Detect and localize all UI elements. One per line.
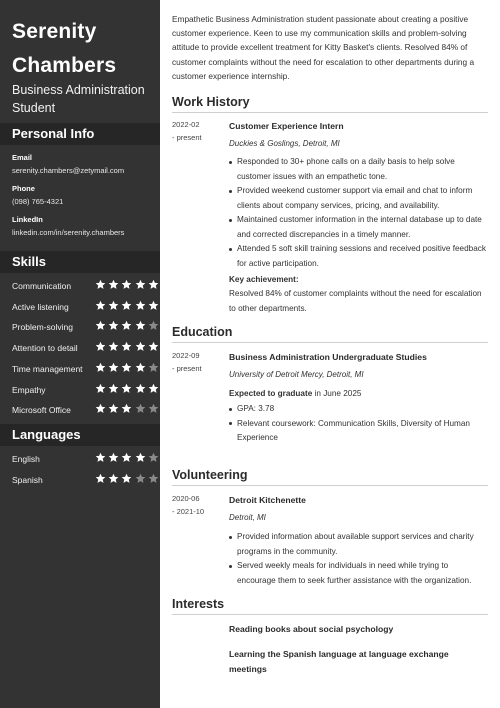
star-filled-icon (121, 452, 132, 463)
language-rating (95, 473, 161, 487)
star-filled-icon (95, 473, 106, 484)
skill-name: Attention to detail (12, 343, 78, 354)
list-item: Provided weekend customer support via email and chat to inform clients about company services, pricing, and availability. (229, 184, 489, 213)
list-item: Relevant coursework: Communication Skills, Diversity of Human Experience (229, 417, 489, 446)
education-degree: Business Administration Undergraduate Studies (229, 352, 427, 362)
education-bullets (229, 402, 489, 446)
interests-heading: Interests (172, 597, 488, 615)
volunteering-bullets (229, 530, 489, 588)
skill-row (12, 383, 152, 397)
skill-row (12, 362, 152, 376)
star-filled-icon (108, 279, 119, 290)
star-filled-icon (108, 452, 119, 463)
volunteering-date (172, 493, 222, 518)
work-date (172, 119, 222, 144)
star-filled-icon (95, 403, 106, 414)
star-filled-icon (135, 279, 146, 290)
key-achievement-text: Resolved 84% of customer complaints without the need for escalation to other departments. (229, 289, 482, 313)
volunteering-org: Detroit Kitchenette (229, 495, 306, 505)
language-rating (95, 452, 161, 466)
language-row (12, 473, 152, 487)
phone-label: Phone (12, 184, 35, 193)
email-label: Email (12, 153, 33, 162)
list-item: Served weekly meals for individuals in need while trying to encourage them to seek further assistance with the organization. (229, 559, 489, 588)
star-empty-icon (148, 403, 159, 414)
skill-rating (95, 341, 161, 355)
summary: Empathetic Business Administration student passionate about creating a positive customer experience. Keen to use my communication skills and problem-solving attitude to provide excellent treatment for Kitty Basket's clients. Resolved 84% of customer complaints without the need for escalation to other departments during a customer experience internship. (172, 14, 475, 81)
education-school: University of Detroit Mercy, Detroit, MI (229, 370, 364, 379)
work-date-start: 2022-02 (172, 120, 200, 129)
skill-rating (95, 403, 161, 417)
key-achievement-label: Key achievement: (229, 275, 299, 284)
star-filled-icon (95, 341, 106, 352)
skill-name: Communication (12, 281, 72, 291)
graduation-line (229, 387, 487, 402)
star-filled-icon (108, 403, 119, 414)
star-filled-icon (135, 341, 146, 352)
star-filled-icon (121, 341, 132, 352)
list-item: GPA: 3.78 (229, 402, 489, 417)
skill-rating (95, 383, 161, 397)
candidate-title: Business Administration Student (12, 83, 145, 115)
education-date-end: - present (172, 363, 202, 373)
work-history-heading: Work History (172, 95, 488, 113)
list-item: Provided information about available support services and charity programs in the community. (229, 530, 489, 559)
skills-heading: Skills (0, 251, 160, 273)
star-empty-icon (148, 362, 159, 373)
star-filled-icon (148, 279, 159, 290)
star-filled-icon (148, 383, 159, 394)
star-filled-icon (95, 320, 106, 331)
education-heading: Education (172, 325, 488, 343)
skill-name: Microsoft Office (12, 405, 71, 416)
personal-info-heading: Personal Info (0, 123, 160, 145)
skill-row (12, 403, 152, 417)
star-filled-icon (108, 341, 119, 352)
language-name: English (12, 454, 40, 464)
skill-rating (95, 362, 161, 376)
skill-row (12, 341, 152, 355)
star-filled-icon (108, 300, 119, 311)
star-filled-icon (121, 362, 132, 373)
list-item: Responded to 30+ phone calls on a daily basis to help solve customer issues with an empathetic tone. (229, 155, 489, 184)
skill-row (12, 300, 152, 314)
candidate-name (12, 15, 152, 83)
star-filled-icon (108, 362, 119, 373)
volunteering-heading: Volunteering (172, 468, 488, 486)
skill-row (12, 320, 152, 334)
star-filled-icon (95, 279, 106, 290)
star-empty-icon (135, 473, 146, 484)
star-empty-icon (135, 403, 146, 414)
star-filled-icon (121, 383, 132, 394)
volunteering-date-start: 2020-06 (172, 494, 200, 503)
star-filled-icon (108, 383, 119, 394)
skill-name: Active listening (12, 301, 69, 312)
work-company: Duckies & Goslings, Detroit, MI (229, 139, 340, 148)
volunteering-date-end: - 2021-10 (172, 506, 205, 516)
work-bullets (229, 155, 489, 271)
linkedin-value[interactable]: linkedin.com/in/serenity.chambers (12, 228, 125, 237)
last-name: Chambers (12, 54, 117, 77)
skill-row (12, 279, 152, 293)
skill-rating (95, 279, 161, 293)
education-date (172, 350, 222, 375)
star-filled-icon (108, 473, 119, 484)
work-job-title: Customer Experience Intern (229, 121, 344, 131)
graduation-label: Expected to graduate (229, 389, 313, 398)
linkedin-label: LinkedIn (12, 215, 43, 224)
star-filled-icon (108, 320, 119, 331)
email-value[interactable]: serenity.chambers@zetymail.com (12, 166, 125, 175)
first-name: Serenity (12, 20, 97, 43)
star-filled-icon (121, 300, 132, 311)
volunteering-location: Detroit, MI (229, 513, 266, 522)
sidebar (0, 0, 160, 708)
phone-value[interactable]: (098) 765-4321 (12, 197, 64, 206)
star-filled-icon (95, 452, 106, 463)
star-filled-icon (148, 300, 159, 311)
skill-rating (95, 300, 161, 314)
skill-name: Empathy (12, 384, 46, 395)
star-filled-icon (121, 473, 132, 484)
star-filled-icon (95, 383, 106, 394)
star-empty-icon (148, 452, 159, 463)
star-filled-icon (135, 320, 146, 331)
star-filled-icon (121, 320, 132, 331)
star-empty-icon (148, 473, 159, 484)
interest-item: Learning the Spanish language at language exchange meetings (229, 649, 449, 674)
languages-heading: Languages (0, 424, 160, 446)
work-date-end: - present (172, 132, 202, 142)
star-filled-icon (121, 279, 132, 290)
skill-name: Time management (12, 363, 83, 374)
star-empty-icon (148, 320, 159, 331)
skill-rating (95, 320, 161, 334)
star-filled-icon (121, 403, 132, 414)
skill-name: Problem-solving (12, 322, 73, 333)
star-filled-icon (135, 452, 146, 463)
star-filled-icon (135, 383, 146, 394)
language-row (12, 452, 152, 466)
star-filled-icon (135, 300, 146, 311)
language-name: Spanish (12, 475, 43, 485)
star-filled-icon (135, 362, 146, 373)
education-date-start: 2022-09 (172, 351, 200, 360)
star-filled-icon (95, 362, 106, 373)
list-item: Attended 5 soft skill training sessions and received positive feedback for active participation. (229, 242, 489, 271)
graduation-date: in June 2025 (312, 389, 362, 398)
list-item: Maintained customer information in the internal database up to date and corrected discrepancies in a timely manner. (229, 213, 489, 242)
star-filled-icon (95, 300, 106, 311)
star-filled-icon (148, 341, 159, 352)
interest-item: Reading books about social psychology (229, 624, 394, 634)
